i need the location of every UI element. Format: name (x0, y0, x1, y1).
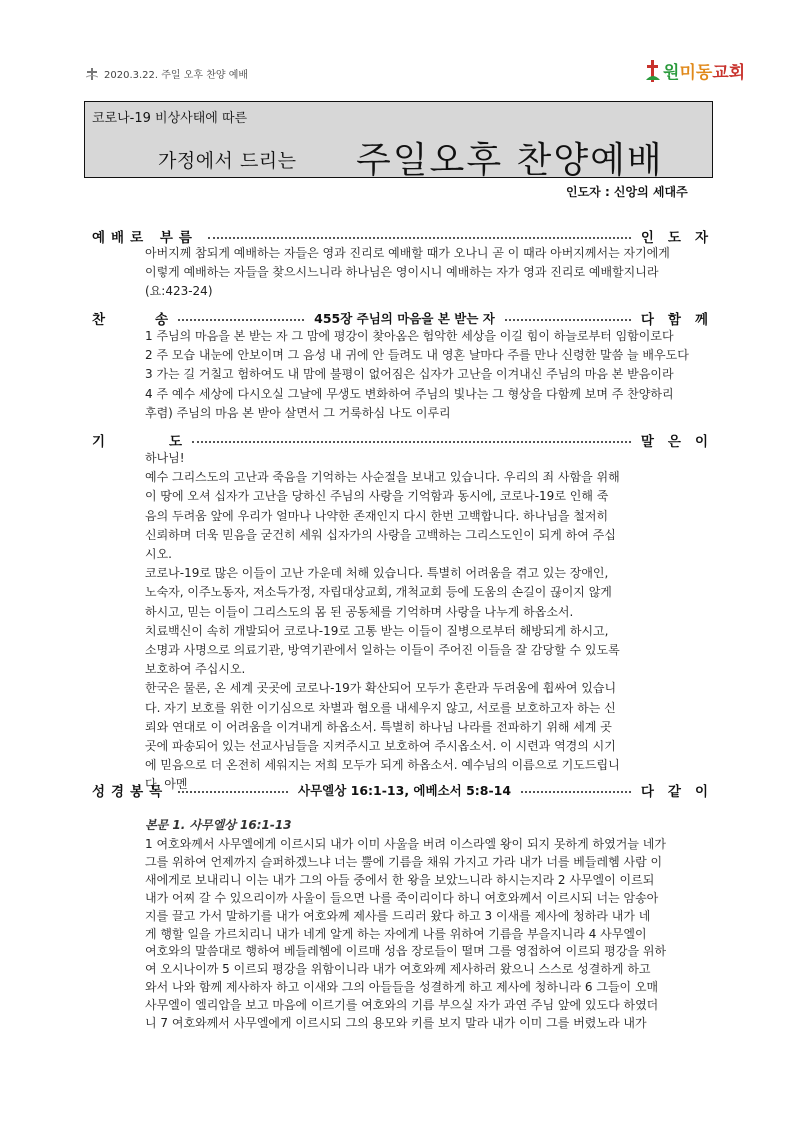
section-scripture-leader: 다같이 (640, 784, 723, 800)
header-date (86, 66, 248, 81)
scripture-text (145, 836, 705, 1033)
dotted-leader (208, 237, 631, 239)
section-call-text (145, 244, 700, 302)
text-line: 여호와의 말씀대로 행하여 베들레헴에 이르매 성읍 장로들이 떨며 그를 영접하여 이르되 평강을 위하 (145, 944, 667, 959)
title-box (84, 101, 713, 181)
dotted-leader (505, 319, 631, 321)
section-call-leader: 인도자 (640, 230, 722, 246)
text-line: 하시고, 믿는 이들이 그리스도의 몸 된 공동체를 기억하며 사랑을 나누게 하옵소서. (145, 604, 574, 619)
text-line: 음의 두려움 앞에 우리가 얼마나 나약한 존재인지 다시 한번 고백합니다. 하나님을 철저히 (145, 508, 609, 523)
section-call-label: 예배로 부름 (92, 230, 198, 246)
text-line: 이 땅에 오셔 십자가 고난을 당하신 주님의 사랑을 기억함과 동시에, 코로나-19로 인해 죽 (145, 489, 609, 504)
section-hymn-label-b: 송 (155, 312, 169, 328)
church-logo (646, 58, 745, 83)
section-scripture-label: 성경봉독 (92, 784, 169, 800)
dotted-leader (192, 441, 631, 443)
text-line: 에 믿음으로 더 온전히 세워지는 저희 모두가 되게 하옵소서. 예수님의 이름으로 기도드립니 (145, 758, 620, 773)
text-line: 하나님! (145, 451, 185, 465)
church-logo-icon (646, 60, 660, 82)
text-line: 아버지께 참되게 예배하는 자들은 영과 진리로 예배할 때가 오나니 곧 이 때라 아버지께서는 자기에게 (145, 246, 670, 260)
text-line: 새에게로 보내리니 이는 내가 그의 아들 중에서 한 왕을 보았느니라 하시는지라 2 사무엘이 이르되 (145, 872, 655, 887)
text-line: 그를 위하여 언제까지 슬퍼하겠느냐 너는 뿔에 기름을 채워 가지고 가라 내가 너를 베들레헴 사람 이 (145, 854, 663, 869)
text-line: 1 여호와께서 사무엘에게 이르시되 내가 이미 사울을 버려 이스라엘 왕이 되지 못하게 하였거늘 네가 (145, 837, 666, 851)
hymn-lyrics (145, 327, 700, 423)
text-line: 곳에 파송되어 있는 선교사님들을 지켜주시고 보호하여 주시옵소서. 이 시련과 역경의 시기 (145, 739, 616, 754)
text-line: 니 7 여호와께서 사무엘에게 이르시되 그의 용모와 키를 보지 말라 내가 이미 그를 버렸노라 내가 (145, 1016, 647, 1031)
text-line: 예수 그리스도의 고난과 죽음을 기억하는 사순절을 보내고 있습니다. 우리의 죄 사함을 위해 (145, 470, 620, 485)
text-line: 1 주님의 마음을 본 받는 자 그 맘에 평강이 찾아옴은 험악한 세상을 이길 힘이 하늘로부터 임함이로다 (145, 329, 674, 343)
text-line: 다. 아멘 (145, 777, 188, 792)
scripture-reference: 사무엘상 16:1-13, 에베소서 5:8-14 (298, 783, 512, 798)
section-scripture-heading (92, 780, 723, 800)
text-line: 이렇게 예배하는 자들을 찾으시느니라 하나님은 영이시니 예배하는 자가 영과 진리로 예배할지니라 (145, 265, 659, 280)
dotted-leader (521, 791, 631, 793)
text-line: 소명과 사명으로 의료기관, 방역기관에서 일하는 이들이 주어진 이들을 잘 감당할 수 있도록 (145, 643, 620, 658)
text-line: 내가 어찌 갈 수 있으리이까 사울이 들으면 나를 죽이리이다 하니 여호와께서 이르시되 너는 암송아 (145, 890, 659, 905)
church-logo-text: 원미동교회 (663, 63, 746, 83)
text-line: 노숙자, 이주노동자, 저소득가정, 자립대상교회, 개척교회 등에 도움의 손길이 끊이지 않게 (145, 585, 612, 600)
title-subtitle: 코로나-19 비상사태에 따른 (92, 111, 248, 126)
section-hymn-leader: 다함께 (640, 312, 722, 328)
text-line: 치료백신이 속히 개발되어 코로나-19로 고통 받는 이들이 질병으로부터 해방되게 하시고, (145, 623, 609, 638)
text-line: 여 오시나이까 5 이르되 평강을 위함이니라 내가 여호와께 제사하러 왔으니 스스로 성결하게 하고 (145, 962, 651, 977)
worship-leader: 인도자 : 신앙의 세대주 (566, 185, 688, 199)
text-line: 사무엘이 엘리압을 보고 마음에 이르기를 여호와의 기름 부으실 자가 과연 주님 앞에 있도다 하였더 (145, 998, 659, 1013)
section-prayer-label-a: 기 (92, 434, 106, 450)
text-line: 지를 끌고 가서 말하기를 내가 여호와께 제사를 드리러 왔다 하고 3 이새를 제사에 청하라 내가 네 (145, 908, 651, 923)
section-prayer-label-b: 도 (169, 434, 183, 450)
text-line: 신뢰하며 더욱 믿음을 굳건히 세워 십자가의 사랑을 고백하는 그리스도인이 되게 하여 주십 (145, 527, 616, 542)
text-line: (요:423-24) (145, 284, 213, 299)
page-title: 주일오후 찬양예배 (356, 140, 664, 181)
text-line: 후렴) 주님의 마음 본 받아 살면서 그 거룩하심 나도 이루리 (145, 405, 451, 420)
text-line: 코로나-19로 많은 이들이 고난 가운데 처해 있습니다. 특별히 어려움을 겪고 있는 장애인, (145, 566, 609, 581)
dotted-leader (178, 319, 304, 321)
text-line: 게 행할 일을 가르치리니 내가 네게 알게 하는 자에게 나를 위하여 기름을 부을지니라 4 사무엘이 (145, 926, 647, 941)
text-line: 3 가는 길 거칠고 험하여도 내 맘에 불평이 없어짐은 십자가 고난을 이겨내신 주님의 마음 본 받음이라 (145, 367, 674, 382)
text-line: 다. 자기 보호를 위한 이기심으로 차별과 혐오를 내세우지 않고, 서로를 보호하고자 하는 신 (145, 700, 616, 715)
hymn-title: 455장 주님의 마음을 본 받는 자 (314, 311, 495, 326)
text-line: 4 주 예수 세상에 다시오실 그날에 무생도 변화하여 주님의 빛나는 그 형상을 다함께 보며 주 찬양하리 (145, 386, 674, 401)
text-line: 뢰와 연대로 이 어려움을 이겨내게 하옵소서. 특별히 하나님 나라를 전파하기 위해 세계 곳 (145, 719, 612, 734)
section-hymn-heading (92, 308, 722, 328)
section-prayer-leader: 말은이 (640, 434, 722, 450)
text-line: 한국은 물론, 온 세계 곳곳에 코로나-19가 확산되어 모두가 혼란과 두려움에 휩싸여 있습니 (145, 681, 617, 696)
title-prefix: 가정에서 드리는 (158, 150, 297, 172)
text-line: 2 주 모습 내눈에 안보이며 그 음성 내 귀에 안 들려도 내 영혼 날마다 주를 만나 신령한 말씀 늘 배우도다 (145, 348, 689, 363)
dotted-leader (178, 791, 288, 793)
section-call-heading (92, 226, 722, 246)
text-line: 와서 나와 함께 제사하자 하고 이새와 그의 아들들을 성결하게 하고 제사에 청하니라 6 그들이 오매 (145, 980, 659, 995)
prayer-text (145, 449, 700, 795)
date-service-text: 2020.3.22. 주일 오후 찬양 예배 (104, 70, 249, 81)
cross-icon (86, 68, 98, 80)
section-prayer-heading (92, 430, 722, 450)
text-line: 보호하여 주십시오. (145, 662, 246, 677)
passage-title: 본문 1. 사무엘상 16:1-13 (145, 818, 292, 832)
text-line: 시오. (145, 547, 172, 562)
section-hymn-label-a: 찬 (92, 312, 106, 328)
